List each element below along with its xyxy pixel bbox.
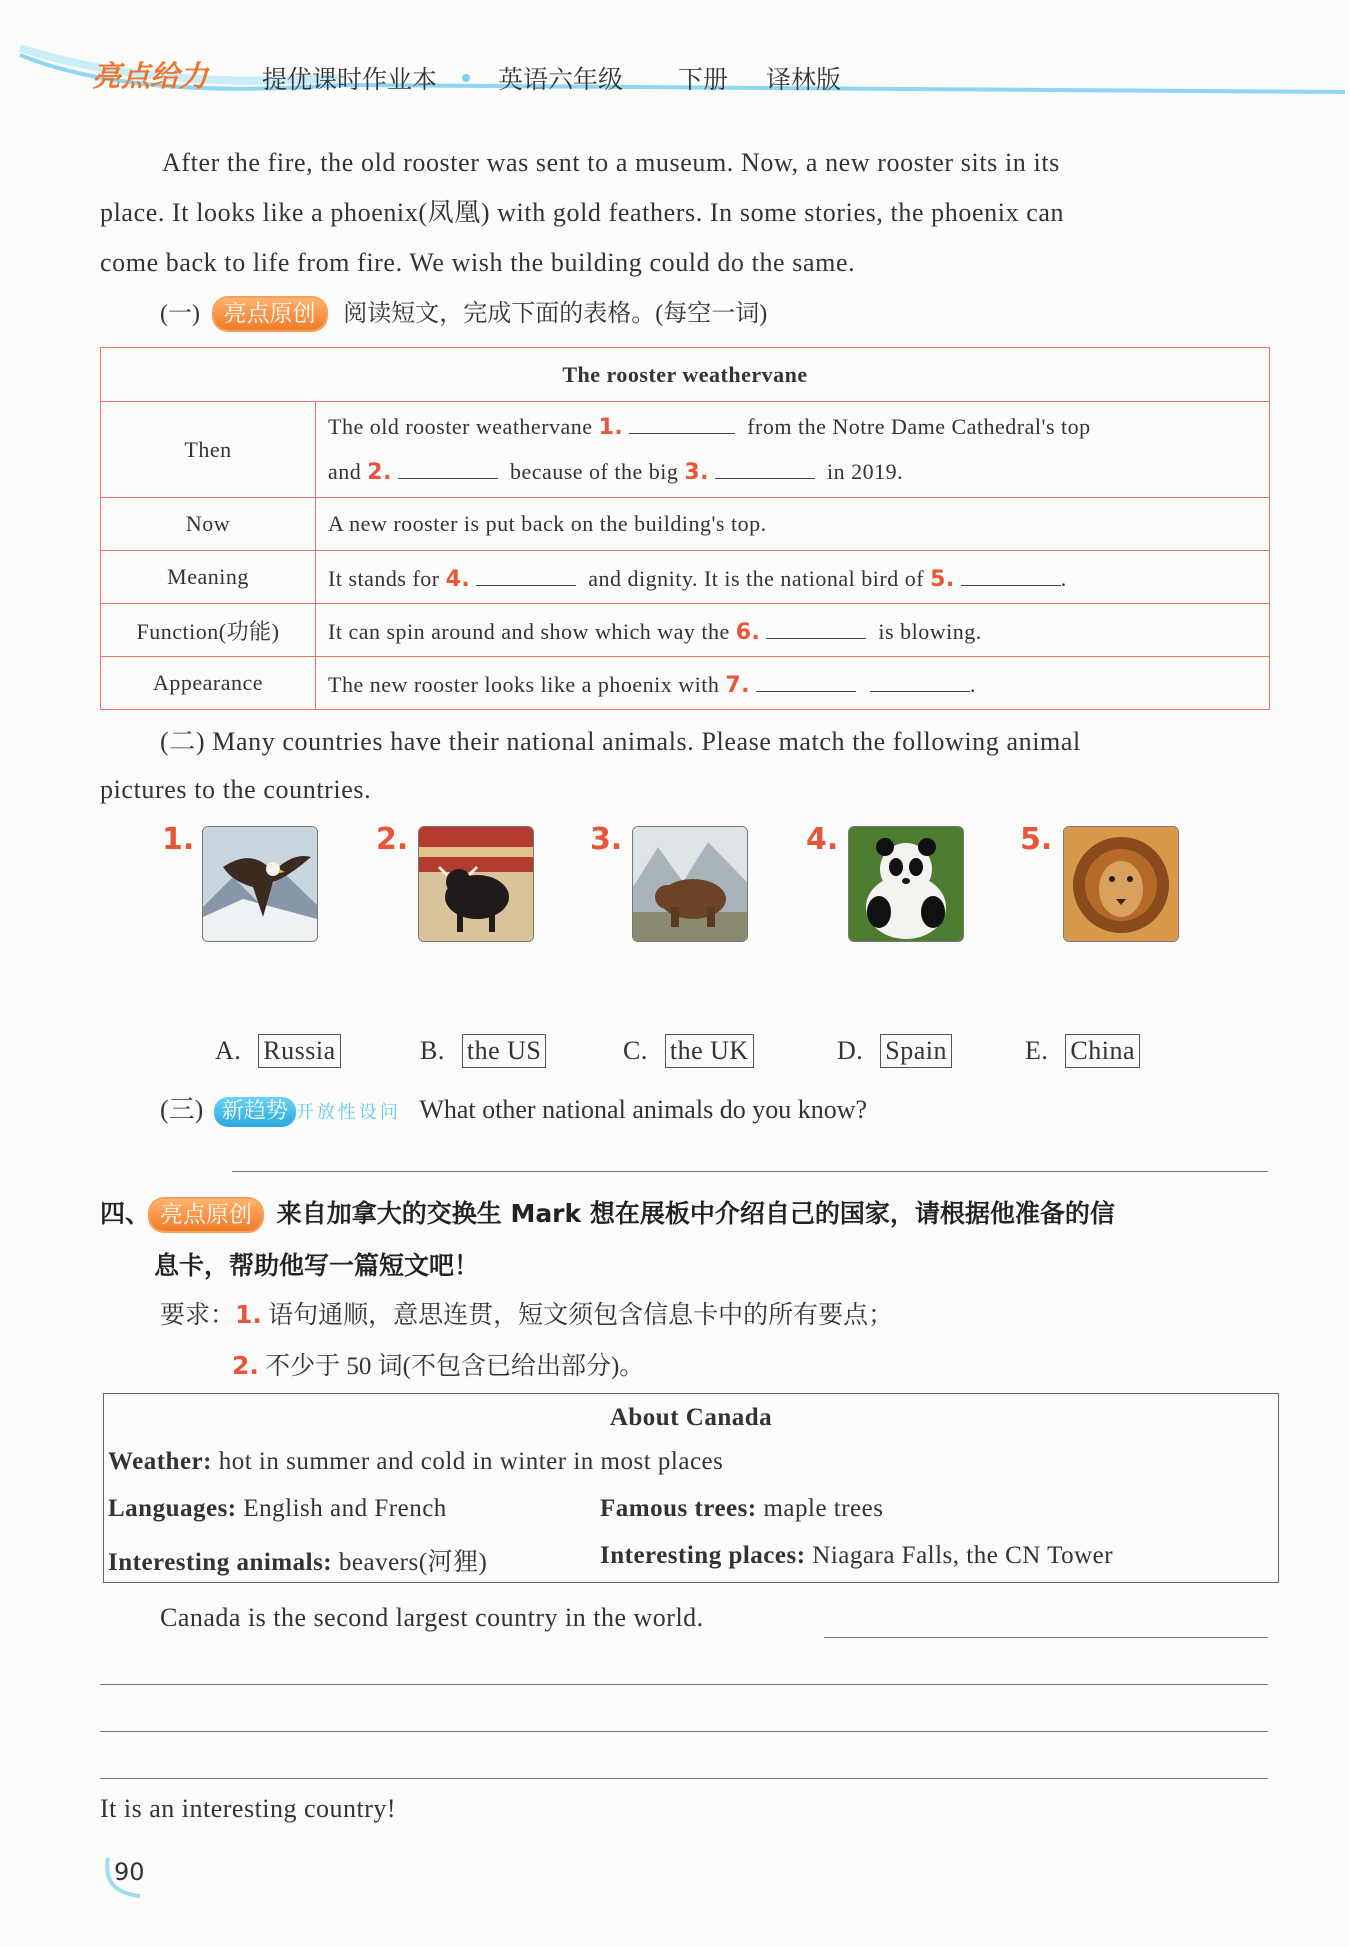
original-badge: 亮点原创	[214, 298, 326, 330]
card-label: Famous trees:	[600, 1495, 757, 1522]
row-text: It stands for	[328, 565, 440, 591]
bull-photo[interactable]	[418, 826, 534, 942]
picture-number: 1.	[162, 822, 195, 857]
req-label: 要求：	[160, 1302, 236, 1329]
option-d[interactable]	[837, 1034, 952, 1068]
answer-blank-4[interactable]	[476, 563, 576, 586]
passage-line: place. It looks like a phoenix(凤凰) with gold feathers. In some stories, the phoenix can	[100, 198, 1065, 227]
bear-photo[interactable]	[632, 826, 748, 942]
row-label-then: Then	[101, 402, 316, 498]
card-languages	[108, 1495, 447, 1523]
part2-line2: pictures to the countries.	[100, 775, 372, 804]
passage-line: After the fire, the old rooster was sent to a museum. Now, a new rooster sits in its	[162, 148, 1060, 177]
row-text: .	[1060, 565, 1067, 591]
lion-photo[interactable]	[1063, 826, 1179, 942]
option-country: the US	[462, 1034, 547, 1068]
page-number: 90	[114, 1858, 145, 1886]
answer-line[interactable]	[232, 1171, 1268, 1172]
info-card	[103, 1393, 1279, 1583]
row-text: in 2019.	[827, 458, 904, 484]
part2-line1: Many countries have their national animals. Please match the following animal	[212, 727, 1081, 756]
option-letter: C.	[623, 1036, 648, 1065]
option-c[interactable]	[623, 1034, 754, 1068]
header-dot	[462, 74, 470, 82]
option-country: Russia	[258, 1034, 340, 1068]
picture-number: 3.	[590, 822, 623, 857]
req-number: 2.	[232, 1351, 259, 1380]
part1-number: (一)	[160, 301, 200, 327]
volume-label: 下册	[678, 65, 729, 94]
edition-label: 译林版	[766, 65, 842, 94]
row-text: from the Notre Dame Cathedral's top	[747, 413, 1091, 439]
product-name: 提优课时作业本	[262, 65, 438, 94]
option-a[interactable]	[215, 1034, 341, 1068]
option-country: Spain	[880, 1034, 952, 1068]
table-title: The rooster weathervane	[101, 348, 1270, 402]
option-e[interactable]	[1025, 1034, 1140, 1068]
part1-instruction	[160, 293, 767, 330]
passage-line: come back to life from fire. We wish the building could do the same.	[100, 248, 856, 277]
card-trees	[600, 1495, 883, 1523]
instruction-text: 阅读短文，完成下面的表格。(每空一词)	[343, 301, 768, 327]
row-text: .	[970, 671, 977, 697]
row-text: because of the big	[509, 458, 679, 484]
answer-blank-7b[interactable]	[870, 669, 970, 692]
row-label-now: Now	[101, 498, 316, 551]
prompt-line1: 来自加拿大的交换生 Mark 想在展板中介绍自己的国家，请根据他准备的信	[276, 1199, 1115, 1228]
card-value: maple trees	[763, 1495, 884, 1522]
row-then	[316, 402, 1270, 498]
prompt-line2: 息卡，帮助他写一篇短文吧！	[154, 1251, 480, 1280]
row-text: The new rooster looks like a phoenix with	[328, 671, 720, 697]
option-letter: E.	[1025, 1036, 1049, 1065]
picture-number: 5.	[1020, 822, 1053, 857]
part3-number: (三)	[160, 1095, 204, 1124]
section4-prompt	[100, 1188, 1280, 1292]
essay-opening: Canada is the second largest country in the world.	[160, 1603, 704, 1632]
rooster-table	[100, 347, 1270, 710]
card-animals	[108, 1542, 487, 1578]
card-value: Niagara Falls, the CN Tower	[812, 1542, 1114, 1569]
row-appearance	[316, 657, 1270, 710]
part3-question	[160, 1089, 867, 1127]
blank-number: 4.	[445, 566, 471, 592]
option-country: China	[1065, 1034, 1140, 1068]
passage	[100, 138, 1270, 288]
answer-blank-7a[interactable]	[756, 669, 856, 692]
row-text: and	[328, 458, 362, 484]
req2-text: 不少于 50 词(不包含已给出部分)。	[265, 1353, 645, 1380]
card-label: Languages:	[108, 1495, 237, 1522]
blank-number: 3.	[684, 459, 710, 485]
writing-line[interactable]	[824, 1637, 1268, 1638]
trend-badge	[214, 1095, 408, 1124]
row-label-function: Function(功能)	[101, 604, 316, 657]
question-text: What other national animals do you know?	[419, 1095, 868, 1124]
trend-badge-label: 新趋势	[214, 1097, 296, 1127]
option-letter: A.	[215, 1036, 242, 1065]
card-value: beavers(河狸)	[338, 1549, 488, 1576]
picture-number: 4.	[806, 822, 839, 857]
answer-blank-5[interactable]	[961, 563, 1061, 586]
panda-photo[interactable]	[848, 826, 964, 942]
answer-blank-3[interactable]	[715, 456, 815, 479]
answer-blank-2[interactable]	[398, 456, 498, 479]
row-text: The old rooster weathervane	[328, 413, 593, 439]
row-label-meaning: Meaning	[101, 551, 316, 604]
row-now: A new rooster is put back on the building's top.	[316, 498, 1270, 551]
row-text: is blowing.	[878, 618, 982, 644]
blank-number: 6.	[735, 619, 761, 645]
blank-number: 5.	[930, 566, 955, 592]
requirements	[160, 1290, 893, 1392]
card-places	[600, 1542, 1113, 1570]
card-label: Interesting animals:	[108, 1549, 333, 1576]
blank-number: 2.	[367, 459, 392, 485]
option-letter: B.	[420, 1036, 445, 1065]
option-country: the UK	[665, 1034, 754, 1068]
row-text: and dignity. It is the national bird of	[588, 565, 925, 591]
writing-line[interactable]	[100, 1684, 1268, 1685]
row-function	[316, 604, 1270, 657]
original-badge: 亮点原创	[150, 1199, 262, 1231]
option-b[interactable]	[420, 1034, 546, 1068]
row-meaning	[316, 551, 1270, 604]
part2-number: (二)	[160, 727, 206, 756]
writing-line[interactable]	[100, 1778, 1268, 1779]
page-header	[0, 30, 1350, 110]
page-number-wrap	[100, 1852, 160, 1902]
essay-closing: It is an interesting country!	[100, 1794, 397, 1823]
part2-instruction	[100, 718, 1270, 814]
grade-label: 英语六年级	[498, 65, 624, 94]
eagle-photo[interactable]	[202, 826, 318, 942]
card-weather	[108, 1448, 723, 1476]
answer-blank-1[interactable]	[629, 411, 735, 434]
trend-badge-tail: 开放性设问	[295, 1102, 401, 1123]
req-number: 1.	[235, 1300, 262, 1329]
card-value: hot in summer and cold in winter in most places	[218, 1448, 724, 1475]
req1-text: 语句通顺，意思连贯，短文须包含信息卡中的所有要点；	[268, 1302, 894, 1329]
card-title: About Canada	[609, 1404, 773, 1431]
card-label: Interesting places:	[600, 1542, 806, 1569]
writing-line[interactable]	[100, 1731, 1268, 1732]
card-value: English and French	[243, 1495, 447, 1522]
brand-logo: 亮点给力	[92, 59, 209, 93]
blank-number: 7.	[725, 672, 751, 698]
answer-blank-6[interactable]	[766, 616, 866, 639]
option-letter: D.	[837, 1036, 864, 1065]
blank-number: 1.	[598, 414, 624, 440]
card-label: Weather:	[108, 1448, 212, 1475]
picture-number: 2.	[376, 822, 409, 857]
row-label-appearance: Appearance	[101, 657, 316, 710]
section4-number: 四、	[100, 1199, 151, 1228]
row-text: It can spin around and show which way the	[328, 618, 730, 644]
